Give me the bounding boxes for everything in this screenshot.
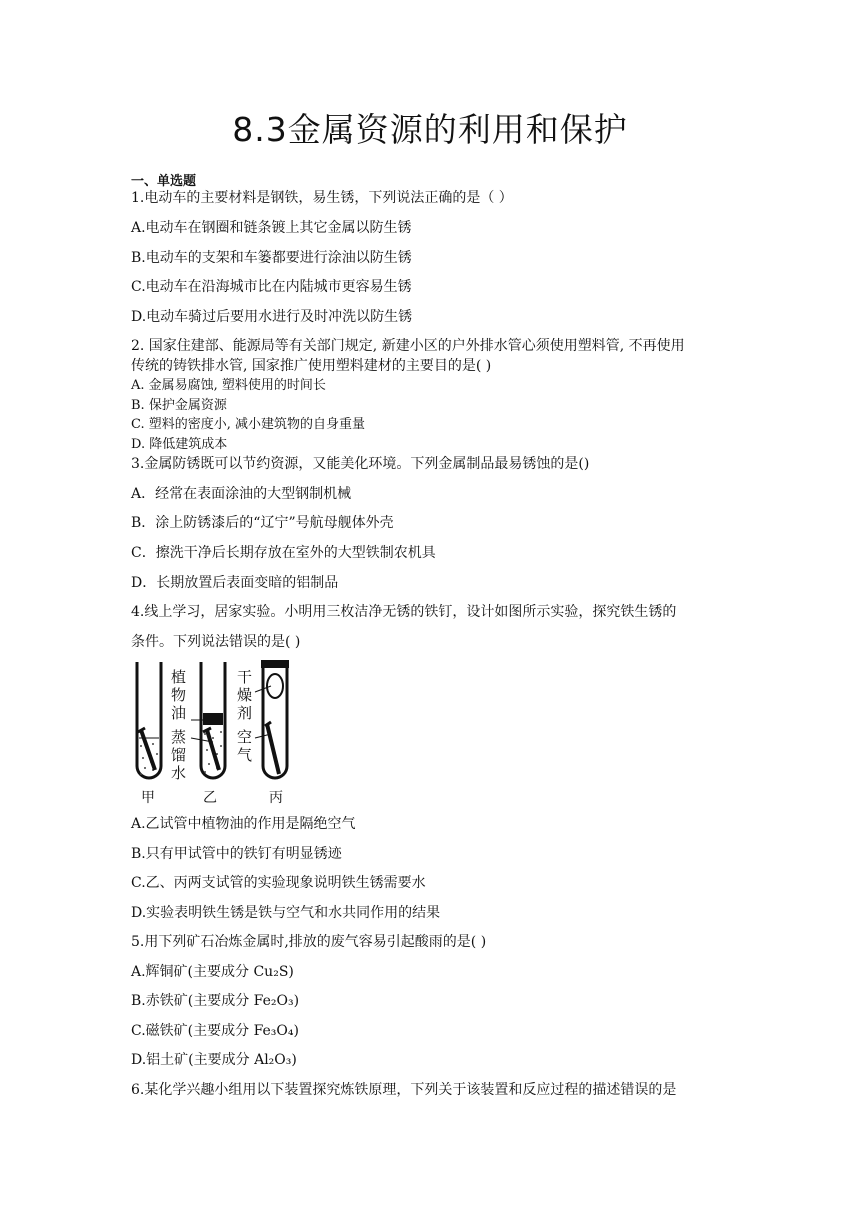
q4-stem-line1: 4.线上学习，居家实验。小明用三枚洁净无锈的铁钉，设计如图所示实验，探究铁生锈的 [131, 604, 677, 620]
q4-option-b: B.只有甲试管中的铁钉有明显锈迹 [131, 846, 342, 862]
q2-stem-line1: 2. 国家住建部、能源局等有关部门规定, 新建小区的户外排水管心须使用塑料管, 不再使用 [131, 338, 685, 354]
caption-yi: 乙 [203, 790, 217, 806]
oil-label-3: 油 [171, 704, 187, 722]
q2-option-b: B. 保护金属资源 [131, 398, 227, 413]
desiccant-label-2: 燥 [237, 686, 253, 704]
q5-option-c: C.磁铁矿(主要成分 Fe₃O₄) [131, 1023, 299, 1039]
q2-stem-line2: 传统的铸铁排水管, 国家推广使用塑料建材的主要目的是( ) [131, 358, 492, 374]
caption-bing: 丙 [269, 790, 283, 806]
q5-option-b: B.赤铁矿(主要成分 Fe₂O₃) [131, 993, 300, 1009]
q5-option-a: A.辉铜矿(主要成分 Cu₂S) [131, 964, 294, 980]
desiccant-label-3: 剂 [237, 704, 253, 722]
q1-stem: 1.电动车的主要材料是钢铁，易生锈，下列说法正确的是（ ） [131, 190, 513, 206]
q3-option-c: C．擦洗干净后长期存放在室外的大型铁制农机具 [131, 545, 436, 561]
q3-option-a: A．经常在表面涂油的大型钢制机械 [131, 486, 352, 502]
page-title: 8.3金属资源的利用和保护 [232, 110, 628, 149]
q1-option-a: A.电动车在钢圈和链条镀上其它金属以防生锈 [131, 220, 412, 236]
q1-option-d: D.电动车骑过后要用水进行及时冲洗以防生锈 [131, 309, 413, 325]
q5-option-d: D.铝土矿(主要成分 Al₂O₃) [131, 1052, 297, 1068]
q1-option-c: C.电动车在沿海城市比在内陆城市更容易生锈 [131, 279, 412, 295]
q4-option-d: D.实验表明铁生锈是铁与空气和水共同作用的结果 [131, 905, 441, 921]
q5-stem: 5.用下列矿石冶炼金属时,排放的废气容易引起酸雨的是( ) [131, 934, 487, 950]
desiccant-label-1: 干 [237, 668, 253, 686]
section-heading: 一、单选题 [131, 174, 197, 189]
air-label-2: 气 [237, 746, 253, 764]
test-tubes-diagram [131, 658, 306, 806]
q6-stem: 6.某化学兴趣小组用以下装置探究炼铁原理，下列关于该装置和反应过程的描述错误的是 [131, 1082, 677, 1098]
q4-stem-line2: 条件。下列说法错误的是( ) [131, 634, 301, 650]
oil-label-1: 植 [171, 668, 187, 686]
q1-option-b: B.电动车的支架和车篓都要进行涂油以防生锈 [131, 250, 412, 266]
q2-option-d: D. 降低建筑成本 [131, 437, 228, 452]
q2-option-c: C. 塑料的密度小, 减小建筑物的自身重量 [131, 417, 366, 432]
oil-label-2: 物 [171, 686, 187, 704]
q3-option-b: B．涂上防锈漆后的“辽宁”号航母舰体外壳 [131, 515, 394, 531]
tube-bing [255, 660, 289, 778]
tube-yi [191, 662, 225, 778]
q2-option-a: A. 金属易腐蚀, 塑料使用的时间长 [131, 378, 326, 393]
q3-option-d: D．长期放置后表面变暗的铝制品 [131, 575, 339, 591]
q3-stem: 3.金属防锈既可以节约资源，又能美化环境。下列金属制品最易锈蚀的是() [131, 456, 590, 472]
q4-option-c: C.乙、丙两支试管的实验现象说明铁生锈需要水 [131, 875, 426, 891]
water-label-1: 蒸 [171, 728, 187, 746]
water-label-3: 水 [171, 764, 187, 782]
water-label-2: 馏 [171, 746, 187, 764]
q4-option-a: A.乙试管中植物油的作用是隔绝空气 [131, 816, 356, 832]
tube-jia [137, 662, 161, 778]
rust-experiment-figure [131, 658, 306, 806]
air-label-1: 空 [237, 728, 253, 746]
caption-jia: 甲 [141, 790, 155, 806]
